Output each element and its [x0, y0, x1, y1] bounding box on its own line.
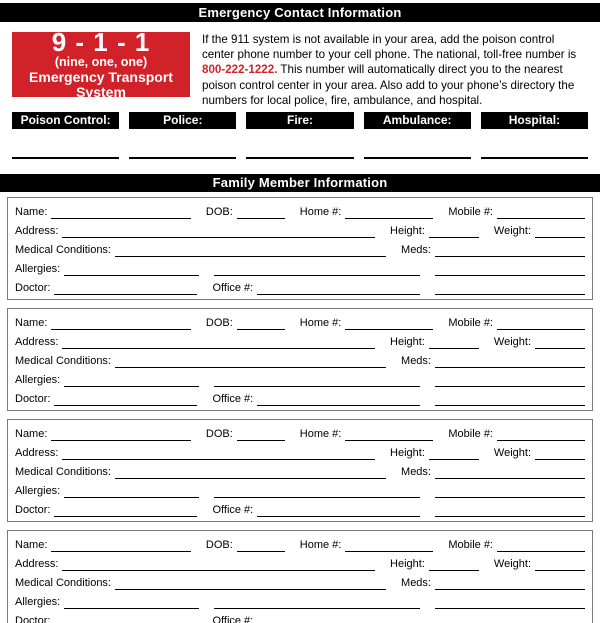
height-label: Height:: [390, 225, 425, 237]
emergency-contacts-row: [0, 112, 600, 159]
medical-conditions-line: [115, 467, 386, 479]
home-phone-line: [345, 207, 433, 219]
meds-label: Meds:: [401, 355, 431, 367]
weight-label: Weight:: [493, 558, 531, 570]
emergency-header-bar: [0, 3, 600, 22]
poison-control-phone-number: 800-222-1222.: [202, 63, 278, 77]
mobile-phone-label: Mobile #:: [448, 206, 493, 218]
office-phone-line: [257, 394, 420, 406]
member-row-name: [15, 314, 585, 330]
contact-label: Police:: [163, 113, 203, 127]
meds-extra-line-1: [435, 375, 585, 387]
emergency-contact-column-0: [12, 112, 119, 159]
mobile-phone-label: Mobile #:: [448, 539, 493, 551]
mobile-phone-line: [497, 540, 585, 552]
contact-label-box: [364, 112, 471, 129]
member-row-name: [15, 425, 585, 441]
family-section-bar: [0, 174, 600, 192]
member-row-allergies: [15, 593, 585, 609]
member-row-doctor: [15, 279, 585, 295]
doctor-line: [54, 505, 197, 517]
name-line: [51, 429, 190, 441]
doctor-label: Doctor:: [15, 615, 51, 623]
mobile-phone-line: [497, 429, 585, 441]
weight-line: [535, 448, 585, 460]
meds-extra-line-1: [435, 597, 585, 609]
allergies-extra-line: [214, 375, 420, 387]
allergies-line: [64, 375, 199, 387]
contact-label-box: [246, 112, 353, 129]
meds-extra-line-1: [435, 264, 585, 276]
meds-label: Meds:: [401, 466, 431, 478]
home-phone-line: [345, 429, 433, 441]
allergies-label: Allergies:: [15, 263, 61, 275]
instructions-paragraph: [202, 32, 588, 108]
name-label: Name:: [15, 539, 48, 551]
nine-one-one-panel: [12, 27, 190, 100]
office-phone-label: Office #:: [212, 615, 254, 623]
member-row-address: [15, 555, 585, 571]
meds-extra-line-2: [435, 616, 585, 623]
emergency-contact-column-2: [246, 112, 353, 159]
height-label: Height:: [390, 558, 425, 570]
member-row-medical: [15, 463, 585, 479]
medical-conditions-label: Medical Conditions:: [15, 355, 111, 367]
mobile-phone-line: [497, 207, 585, 219]
contact-label: Ambulance:: [382, 113, 452, 127]
meds-label: Meds:: [401, 577, 431, 589]
dob-label: DOB:: [205, 317, 233, 329]
member-row-medical: [15, 241, 585, 257]
meds-line: [435, 245, 585, 257]
allergies-extra-line: [214, 597, 420, 609]
medical-conditions-line: [115, 356, 386, 368]
mobile-phone-label: Mobile #:: [448, 317, 493, 329]
allergies-line: [64, 597, 199, 609]
weight-label: Weight:: [493, 447, 531, 459]
address-label: Address:: [15, 558, 59, 570]
allergies-line: [64, 486, 199, 498]
family-member-block-2: [7, 308, 593, 411]
dob-label: DOB:: [205, 206, 233, 218]
meds-extra-line-2: [435, 283, 585, 295]
office-phone-label: Office #:: [212, 504, 254, 516]
contact-label-box: [481, 112, 588, 129]
allergies-label: Allergies:: [15, 374, 61, 386]
mobile-phone-line: [497, 318, 585, 330]
dob-label: DOB:: [205, 539, 233, 551]
dob-label: DOB:: [205, 428, 233, 440]
height-label: Height:: [390, 336, 425, 348]
member-row-address: [15, 222, 585, 238]
instructions-text-after: This number will automatically direct you to the nearest poison control center in your area. Also add to your phone’s directory the numbers for local police, fire, ambulance, and hospital.: [202, 63, 575, 107]
doctor-line: [54, 394, 197, 406]
contact-label-box: [12, 112, 119, 129]
height-line: [429, 448, 479, 460]
address-label: Address:: [15, 447, 59, 459]
member-row-allergies: [15, 371, 585, 387]
emergency-contact-column-1: [129, 112, 236, 159]
contact-fill-line: [246, 157, 353, 159]
member-row-medical: [15, 574, 585, 590]
doctor-label: Doctor:: [15, 504, 51, 516]
address-label: Address:: [15, 336, 59, 348]
family-member-block-3: [7, 419, 593, 522]
height-line: [429, 337, 479, 349]
height-line: [429, 559, 479, 571]
member-row-doctor: [15, 501, 585, 517]
meds-line: [435, 578, 585, 590]
office-phone-line: [257, 505, 420, 517]
office-phone-line: [257, 283, 420, 295]
contact-label: Hospital:: [508, 113, 561, 127]
contact-label: Fire:: [287, 113, 314, 127]
contact-fill-line: [129, 157, 236, 159]
page-title: Emergency Contact Information: [198, 5, 402, 20]
height-label: Height:: [390, 447, 425, 459]
name-label: Name:: [15, 206, 48, 218]
contact-fill-line: [364, 157, 471, 159]
weight-label: Weight:: [493, 336, 531, 348]
emergency-contact-column-4: [481, 112, 588, 159]
allergies-line: [64, 264, 199, 276]
contact-label-box: [129, 112, 236, 129]
medical-conditions-label: Medical Conditions:: [15, 577, 111, 589]
home-phone-label: Home #:: [299, 206, 342, 218]
mobile-phone-label: Mobile #:: [448, 428, 493, 440]
doctor-line: [54, 283, 197, 295]
home-phone-label: Home #:: [299, 539, 342, 551]
family-member-block-4: [7, 530, 593, 623]
weight-line: [535, 337, 585, 349]
home-phone-label: Home #:: [299, 317, 342, 329]
name-line: [51, 207, 190, 219]
meds-extra-line-2: [435, 505, 585, 517]
allergies-extra-line: [214, 264, 420, 276]
medical-conditions-line: [115, 578, 386, 590]
meds-extra-line-2: [435, 394, 585, 406]
address-label: Address:: [15, 225, 59, 237]
doctor-line: [54, 616, 197, 623]
medical-conditions-line: [115, 245, 386, 257]
weight-line: [535, 559, 585, 571]
dob-line: [237, 429, 285, 441]
allergies-label: Allergies:: [15, 485, 61, 497]
member-row-allergies: [15, 260, 585, 276]
meds-label: Meds:: [401, 244, 431, 256]
instructions-text-before: If the 911 system is not available in your area, add the poison control center phone number to your cell phone. The national, toll-free number is: [202, 33, 577, 62]
height-line: [429, 226, 479, 238]
meds-line: [435, 467, 585, 479]
transport-system-caption: Emergency Transport System: [29, 69, 173, 100]
weight-label: Weight:: [493, 225, 531, 237]
contact-fill-line: [481, 157, 588, 159]
family-members-list: [0, 197, 600, 623]
member-row-name: [15, 203, 585, 219]
allergies-extra-line: [214, 486, 420, 498]
contact-label: Poison Control:: [20, 113, 111, 127]
office-phone-label: Office #:: [212, 282, 254, 294]
member-row-name: [15, 536, 585, 552]
name-line: [51, 540, 190, 552]
name-line: [51, 318, 190, 330]
dob-line: [237, 540, 285, 552]
office-phone-label: Office #:: [212, 393, 254, 405]
dob-line: [237, 318, 285, 330]
office-phone-line: [257, 616, 420, 623]
member-row-allergies: [15, 482, 585, 498]
member-row-medical: [15, 352, 585, 368]
medical-conditions-label: Medical Conditions:: [15, 244, 111, 256]
emergency-contact-column-3: [364, 112, 471, 159]
member-row-doctor: [15, 612, 585, 623]
meds-extra-line-1: [435, 486, 585, 498]
dob-line: [237, 207, 285, 219]
home-phone-label: Home #:: [299, 428, 342, 440]
member-row-address: [15, 333, 585, 349]
contact-fill-line: [12, 157, 119, 159]
nine-one-one-spelled: (nine, one, one): [54, 55, 148, 69]
home-phone-line: [345, 540, 433, 552]
doctor-label: Doctor:: [15, 282, 51, 294]
family-member-block-1: [7, 197, 593, 300]
name-label: Name:: [15, 428, 48, 440]
address-line: [62, 559, 375, 571]
nine-one-one-number: 9 - 1 - 1: [51, 27, 151, 57]
intro-section: [0, 27, 600, 108]
home-phone-line: [345, 318, 433, 330]
family-section-title: Family Member Information: [212, 175, 388, 190]
name-label: Name:: [15, 317, 48, 329]
medical-conditions-label: Medical Conditions:: [15, 466, 111, 478]
address-line: [62, 448, 375, 460]
address-line: [62, 337, 375, 349]
member-row-doctor: [15, 390, 585, 406]
doctor-label: Doctor:: [15, 393, 51, 405]
weight-line: [535, 226, 585, 238]
address-line: [62, 226, 375, 238]
allergies-label: Allergies:: [15, 596, 61, 608]
member-row-address: [15, 444, 585, 460]
meds-line: [435, 356, 585, 368]
